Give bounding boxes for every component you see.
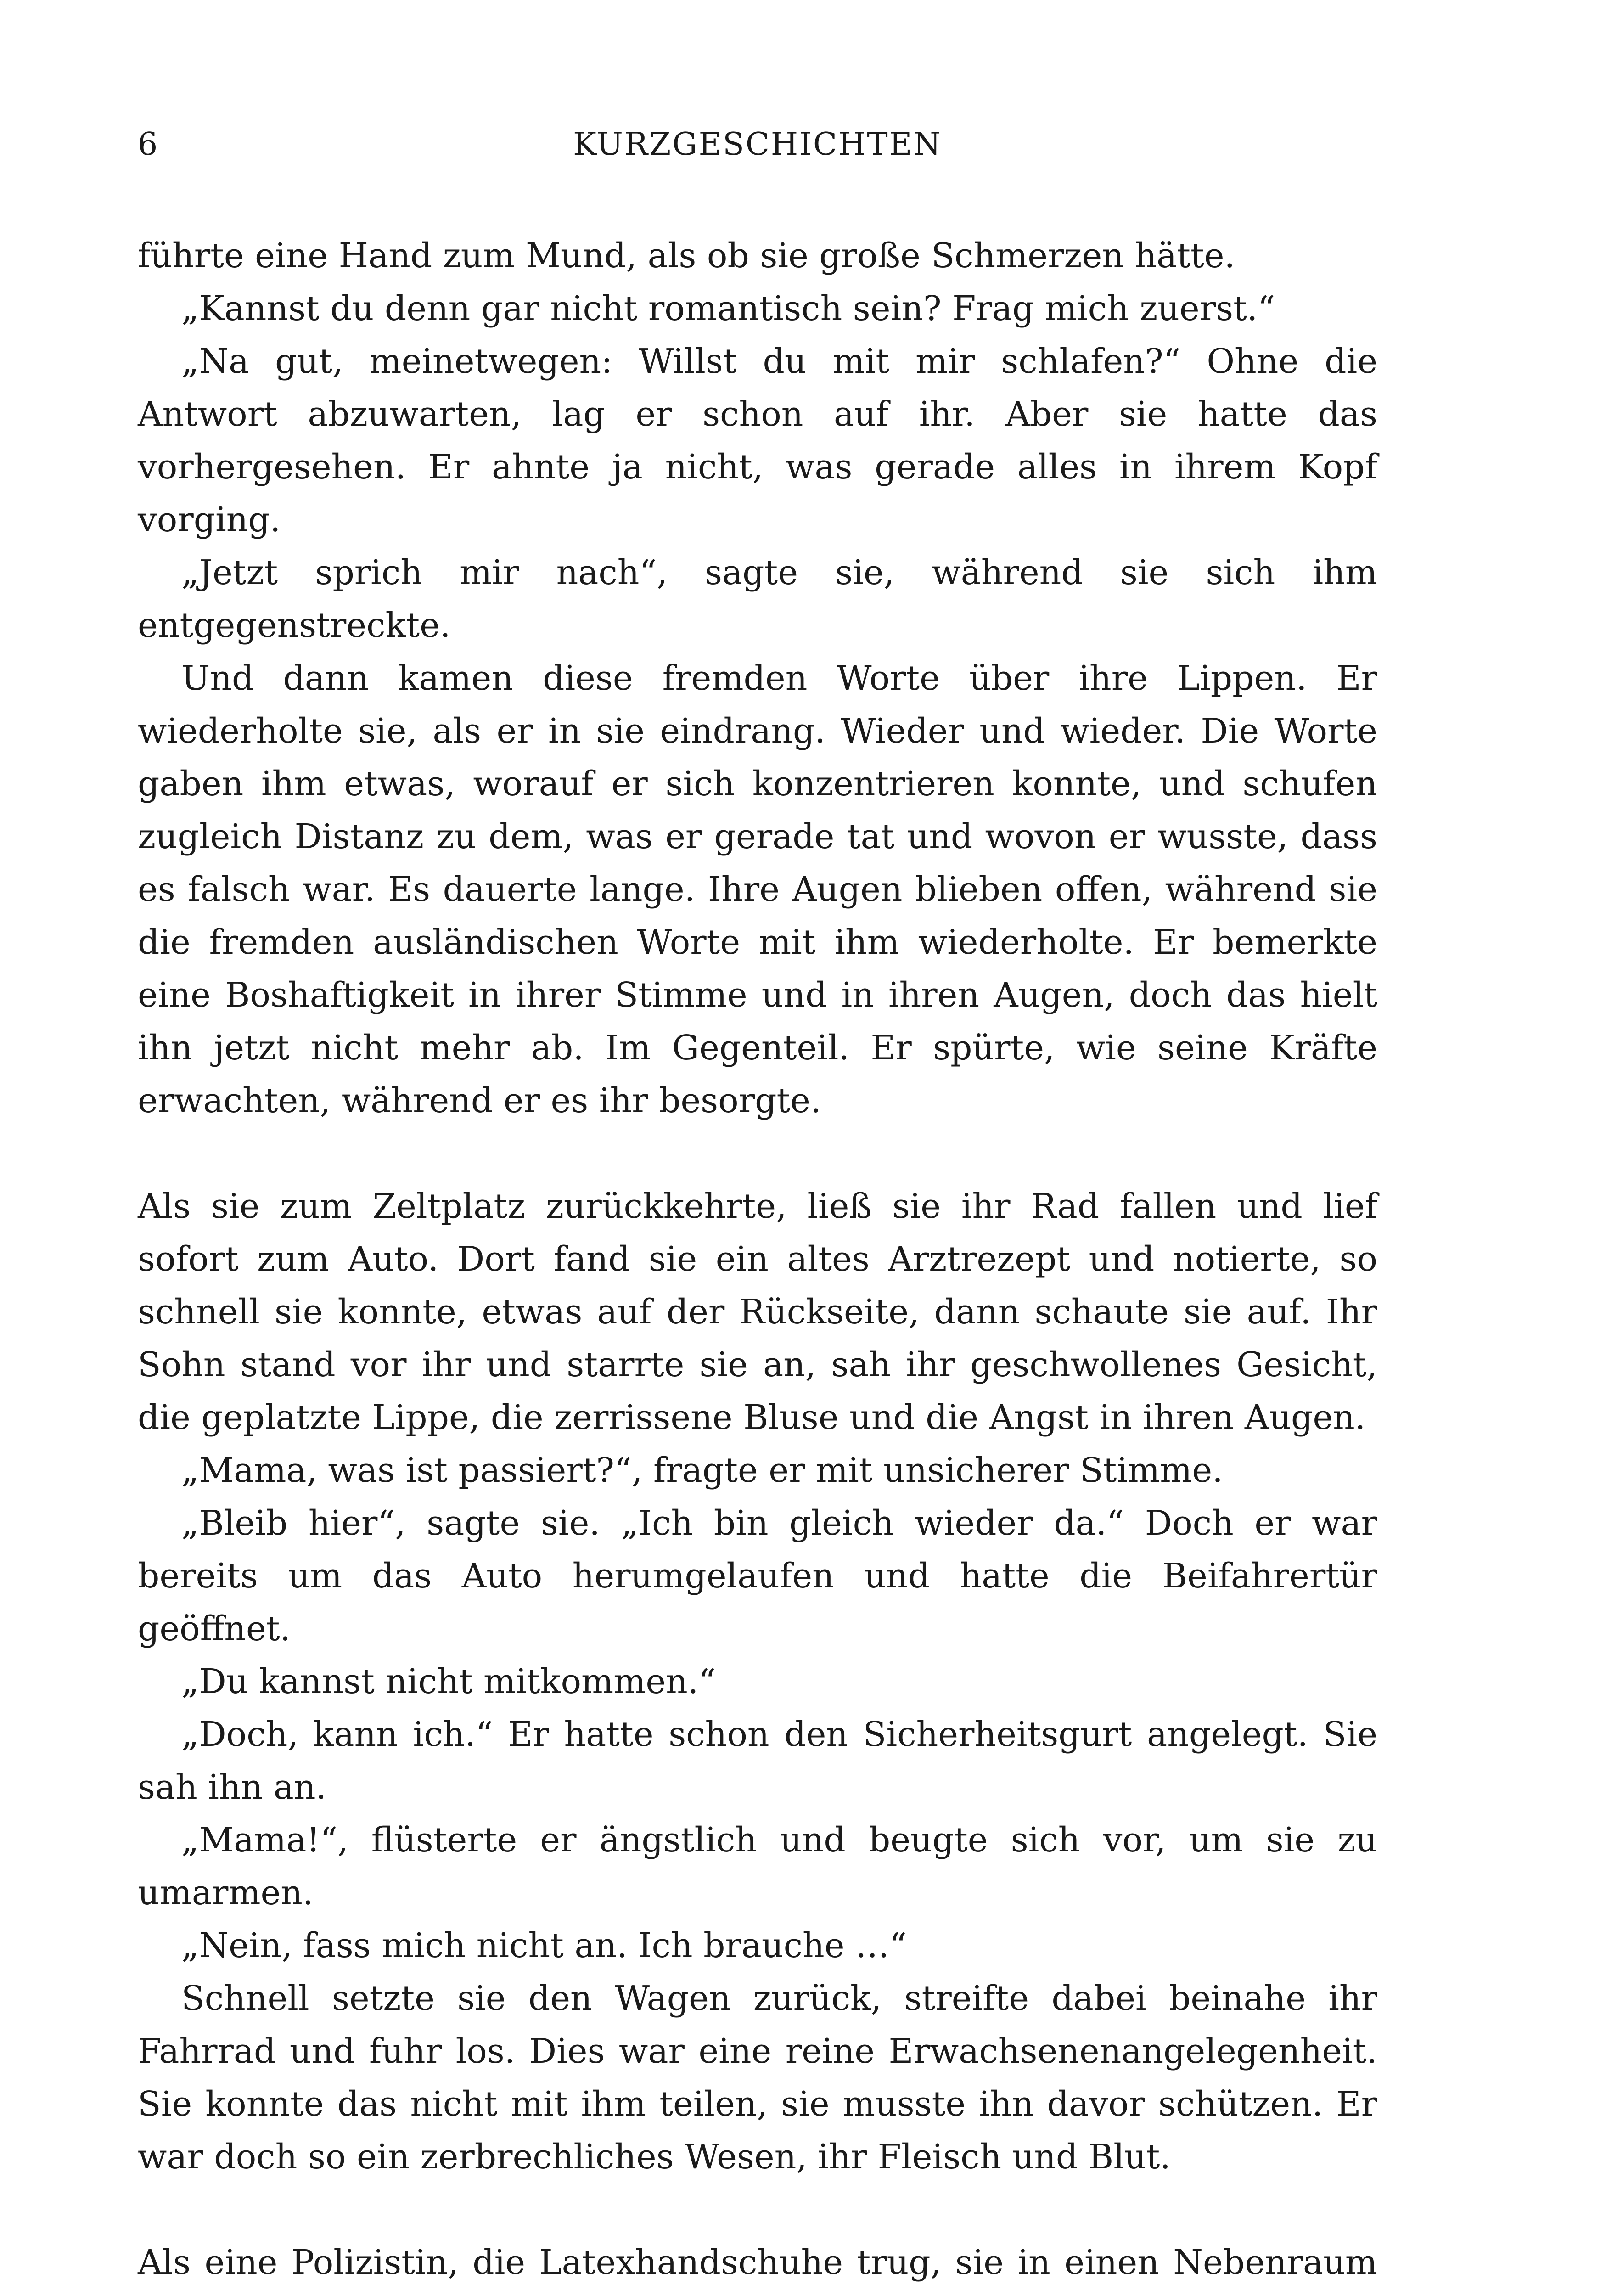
paragraph: „Na gut, meinetwegen: Willst du mit mir schlafen?“ Ohne die Antwort abzuwarten, lag er schon auf ihr. Aber sie hatte das vorhergesehen. Er ahnte ja nicht, was gerade alles in ihrem Kopf vorging. <box>138 342 1377 540</box>
section-first-paragraph: Als eine Polizistin, die Latexhandschuhe trug, sie in einen Nebenraum <box>138 2243 1377 2282</box>
page-number: 6 <box>138 126 158 163</box>
paragraph: „Kannst du denn gar nicht romantisch sein? Frag mich zuerst.“ <box>181 289 1275 328</box>
running-head: KURZGESCHICHTEN <box>573 126 942 163</box>
paragraph: Schnell setzte sie den Wagen zurück, streifte dabei beinahe ihr Fahrrad und fuhr los. Dies war eine reine Erwachsenenangelegenheit. Sie konnte das nicht mit ihm teilen, sie musste ihn davor schützen. Er war doch so ein zerbrechliches Wesen, ihr Fleisch und Blut. <box>138 1979 1377 2177</box>
paragraph: Und dann kamen diese fremden Worte über ihre Lippen. Er wiederholte sie, als er in sie eindrang. Wieder und wieder. Die Worte gaben ihm etwas, worauf er sich konzentrieren konnte, und schufen zugleich Distanz zu dem, was er gerade tat und wovon er wusste, dass es falsch war. Es dauerte lange. Ihre Augen blieben offen, während sie die fremden ausländischen Worte mit ihm wiederholte. Er bemerkte eine Boshaftigkeit in ihrer Stimme und in ihren Augen, doch das hielt ihn jetzt nicht mehr ab. Im Gegenteil. Er spürte, wie seine Kräfte erwachten, während er es ihr besorgte. <box>138 658 1377 1120</box>
paragraph: „Bleib hier“, sagte sie. „Ich bin gleich wieder da.“ Doch er war bereits um das Auto herumgelaufen und hatte die Beifahrertür geöffnet. <box>138 1503 1377 1649</box>
section-first-paragraph: Als sie zum Zeltplatz zurückkehrte, ließ sie ihr Rad fallen und lief sofort zum Auto. Dort fand sie ein altes Arztrezept und notierte, so schnell sie konnte, etwas auf der Rückseite, dann schaute sie auf. Ihr Sohn stand vor ihr und starrte sie an, sah ihr geschwollenes Gesicht, die geplatzte Lippe, die zerrissene Bluse und die Angst in ihren Augen. <box>138 1187 1377 1437</box>
paragraph: führte eine Hand zum Mund, als ob sie große Schmerzen hätte. <box>138 236 1235 276</box>
paragraph: „Jetzt sprich mir nach“, sagte sie, während sie sich ihm entgegenstreckte. <box>138 553 1377 645</box>
paragraph: „Nein, fass mich nicht an. Ich brauche …“ <box>181 1926 907 1965</box>
paragraph: „Doch, kann ich.“ Er hatte schon den Sicherheitsgurt angelegt. Sie sah ihn an. <box>138 1715 1377 1807</box>
paragraph: „Mama!“, flüsterte er ängstlich und beugte sich vor, um sie zu umarmen. <box>138 1820 1377 1913</box>
page-header <box>138 124 1377 165</box>
paragraph: „Mama, was ist passiert?“, fragte er mit unsicherer Stimme. <box>181 1451 1223 1490</box>
body-text <box>138 230 1377 2296</box>
paragraph: „Du kannst nicht mitkommen.“ <box>181 1662 716 1701</box>
